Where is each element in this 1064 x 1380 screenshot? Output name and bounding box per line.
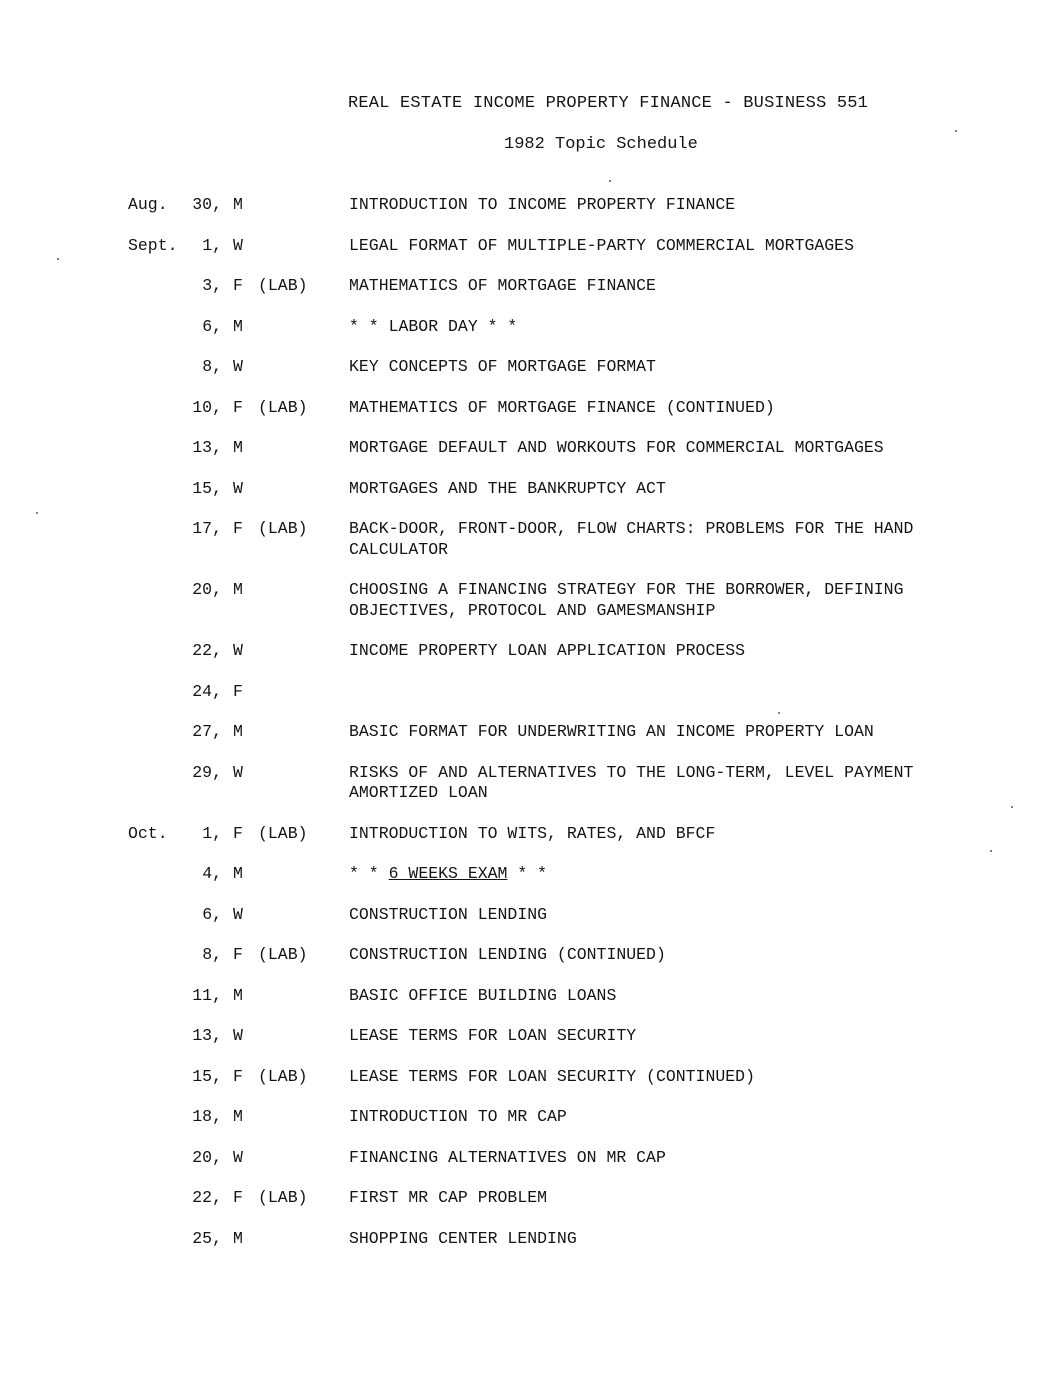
schedule-lab-tag: (LAB): [258, 519, 308, 538]
schedule-day: 17,: [192, 519, 222, 538]
schedule-weekday: W: [233, 478, 243, 498]
schedule-row: [0, 1107, 1064, 1128]
schedule-weekday: M: [233, 580, 243, 599]
schedule-row: [0, 763, 1064, 804]
topic-prefix: * *: [349, 864, 389, 883]
scan-speck: [955, 130, 957, 132]
schedule-row: [0, 357, 1064, 378]
schedule-topic: MATHEMATICS OF MORTGAGE FINANCE: [349, 276, 656, 295]
schedule-row: [0, 905, 1064, 926]
schedule-row: [0, 1067, 1064, 1088]
schedule-topic: LEGAL FORMAT OF MULTIPLE-PARTY COMMERCIAL MORTGAGES: [349, 235, 854, 255]
schedule-topic: KEY CONCEPTS OF MORTGAGE FORMAT: [349, 357, 656, 376]
schedule-day: 20,: [192, 580, 222, 599]
schedule-row: [0, 682, 1064, 703]
topic-schedule: [0, 195, 1064, 1269]
schedule-row: [0, 1188, 1064, 1209]
schedule-weekday: M: [233, 722, 243, 741]
schedule-weekday: F: [233, 1066, 243, 1086]
schedule-day: 15,: [192, 1066, 222, 1086]
schedule-day: 15,: [192, 478, 222, 498]
schedule-row: [0, 438, 1064, 459]
schedule-weekday: M: [233, 195, 243, 214]
schedule-weekday: W: [233, 1147, 243, 1167]
schedule-row: [0, 317, 1064, 338]
schedule-lab-tag: (LAB): [258, 945, 308, 964]
document-subtitle: 1982 Topic Schedule: [504, 135, 698, 154]
schedule-row: [0, 1229, 1064, 1250]
schedule-topic: [349, 682, 964, 703]
schedule-topic: CONSTRUCTION LENDING: [349, 904, 548, 924]
schedule-topic: LEASE TERMS FOR LOAN SECURITY (CONTINUED): [349, 1066, 755, 1086]
schedule-weekday: F: [233, 397, 243, 417]
schedule-topic: INCOME PROPERTY LOAN APPLICATION PROCESS: [349, 641, 746, 660]
schedule-day: 24,: [192, 681, 222, 701]
schedule-day: 20,: [192, 1147, 222, 1167]
schedule-row: [0, 1026, 1064, 1047]
document-title: REAL ESTATE INCOME PROPERTY FINANCE - BUSINESS 551: [348, 94, 869, 113]
scan-speck: [990, 850, 992, 852]
schedule-row: [0, 519, 1064, 560]
topic-suffix: * *: [507, 864, 548, 883]
schedule-weekday: F: [233, 681, 243, 701]
scan-speck: [57, 258, 59, 260]
schedule-weekday: F: [233, 1188, 243, 1207]
schedule-topic: MORTGAGE DEFAULT AND WORKOUTS FOR COMMERCIAL MORTGAGES: [349, 438, 884, 457]
schedule-weekday: W: [233, 235, 243, 255]
schedule-lab-tag: (LAB): [258, 1066, 308, 1086]
schedule-topic: FINANCING ALTERNATIVES ON MR CAP: [349, 1147, 666, 1167]
schedule-row: [0, 945, 1064, 966]
schedule-topic: RISKS OF AND ALTERNATIVES TO THE LONG-TERM, LEVEL PAYMENT AMORTIZED LOAN: [349, 762, 914, 802]
schedule-weekday: W: [233, 1026, 243, 1045]
schedule-day: 8,: [202, 945, 222, 964]
schedule-row: [0, 722, 1064, 743]
schedule-day: 10,: [192, 397, 222, 417]
schedule-day: 11,: [192, 985, 222, 1005]
schedule-weekday: M: [233, 985, 243, 1005]
schedule-topic: CHOOSING A FINANCING STRATEGY FOR THE BORROWER, DEFINING OBJECTIVES, PROTOCOL AND GAMESMANSHIP: [349, 580, 904, 620]
schedule-topic: FIRST MR CAP PROBLEM: [349, 1188, 548, 1207]
schedule-row: [0, 986, 1064, 1007]
schedule-weekday: F: [233, 519, 243, 538]
schedule-row: [0, 276, 1064, 297]
schedule-topic: SHOPPING CENTER LENDING: [349, 1228, 577, 1248]
schedule-day: 13,: [192, 1026, 222, 1045]
schedule-day: 3,: [202, 276, 222, 295]
schedule-row: [0, 195, 1064, 216]
schedule-day: 4,: [202, 864, 222, 883]
schedule-day: 22,: [192, 641, 222, 660]
schedule-topic: * * LABOR DAY * *: [349, 316, 518, 336]
schedule-weekday: F: [233, 945, 243, 964]
schedule-weekday: M: [233, 316, 243, 336]
schedule-day: 27,: [192, 722, 222, 741]
schedule-month: Oct.: [128, 823, 168, 843]
schedule-row: [0, 479, 1064, 500]
schedule-day: 25,: [192, 1228, 222, 1248]
scan-speck: [1011, 806, 1013, 808]
schedule-topic: INTRODUCTION TO WITS, RATES, AND BFCF: [349, 823, 716, 843]
schedule-day: 30,: [192, 195, 222, 214]
schedule-lab-tag: (LAB): [258, 823, 308, 843]
schedule-weekday: W: [233, 357, 243, 376]
schedule-month: Aug.: [128, 195, 168, 214]
schedule-row: [0, 824, 1064, 845]
schedule-day: 18,: [192, 1107, 222, 1126]
scan-speck: [778, 712, 780, 714]
schedule-weekday: M: [233, 1228, 243, 1248]
schedule-topic: BACK-DOOR, FRONT-DOOR, FLOW CHARTS: PROBLEMS FOR THE HAND CALCULATOR: [349, 519, 914, 559]
schedule-weekday: F: [233, 823, 243, 843]
schedule-weekday: M: [233, 1107, 243, 1126]
schedule-weekday: W: [233, 641, 243, 660]
topic-underlined: 6 WEEKS EXAM: [388, 864, 508, 883]
schedule-lab-tag: (LAB): [258, 1188, 308, 1207]
schedule-lab-tag: (LAB): [258, 276, 308, 295]
schedule-day: 13,: [192, 438, 222, 457]
schedule-topic: BASIC OFFICE BUILDING LOANS: [349, 985, 617, 1005]
schedule-row: [0, 236, 1064, 257]
schedule-weekday: F: [233, 276, 243, 295]
schedule-day: 6,: [202, 316, 222, 336]
schedule-weekday: M: [233, 438, 243, 457]
schedule-topic: INTRODUCTION TO INCOME PROPERTY FINANCE: [349, 195, 736, 214]
schedule-topic: MATHEMATICS OF MORTGAGE FINANCE (CONTINUED): [349, 397, 775, 417]
schedule-topic: BASIC FORMAT FOR UNDERWRITING AN INCOME PROPERTY LOAN: [349, 722, 874, 741]
schedule-day: 1,: [202, 235, 222, 255]
schedule-topic: INTRODUCTION TO MR CAP: [349, 1107, 567, 1126]
schedule-row: [0, 1148, 1064, 1169]
schedule-row: [0, 580, 1064, 621]
schedule-weekday: W: [233, 904, 243, 924]
schedule-lab-tag: (LAB): [258, 397, 308, 417]
schedule-day: 22,: [192, 1188, 222, 1207]
schedule-day: 6,: [202, 904, 222, 924]
schedule-day: 29,: [192, 762, 222, 782]
scan-speck: [609, 180, 611, 182]
schedule-topic: LEASE TERMS FOR LOAN SECURITY: [349, 1026, 637, 1045]
schedule-topic: [349, 864, 964, 885]
schedule-weekday: W: [233, 762, 243, 782]
schedule-day: 8,: [202, 357, 222, 376]
scan-speck: [36, 512, 38, 514]
schedule-row: [0, 398, 1064, 419]
schedule-topic: CONSTRUCTION LENDING (CONTINUED): [349, 945, 666, 964]
schedule-topic: MORTGAGES AND THE BANKRUPTCY ACT: [349, 478, 666, 498]
schedule-row: [0, 641, 1064, 662]
schedule-month: Sept.: [128, 235, 178, 255]
schedule-weekday: M: [233, 864, 243, 883]
schedule-row: [0, 864, 1064, 885]
schedule-day: 1,: [202, 823, 222, 843]
